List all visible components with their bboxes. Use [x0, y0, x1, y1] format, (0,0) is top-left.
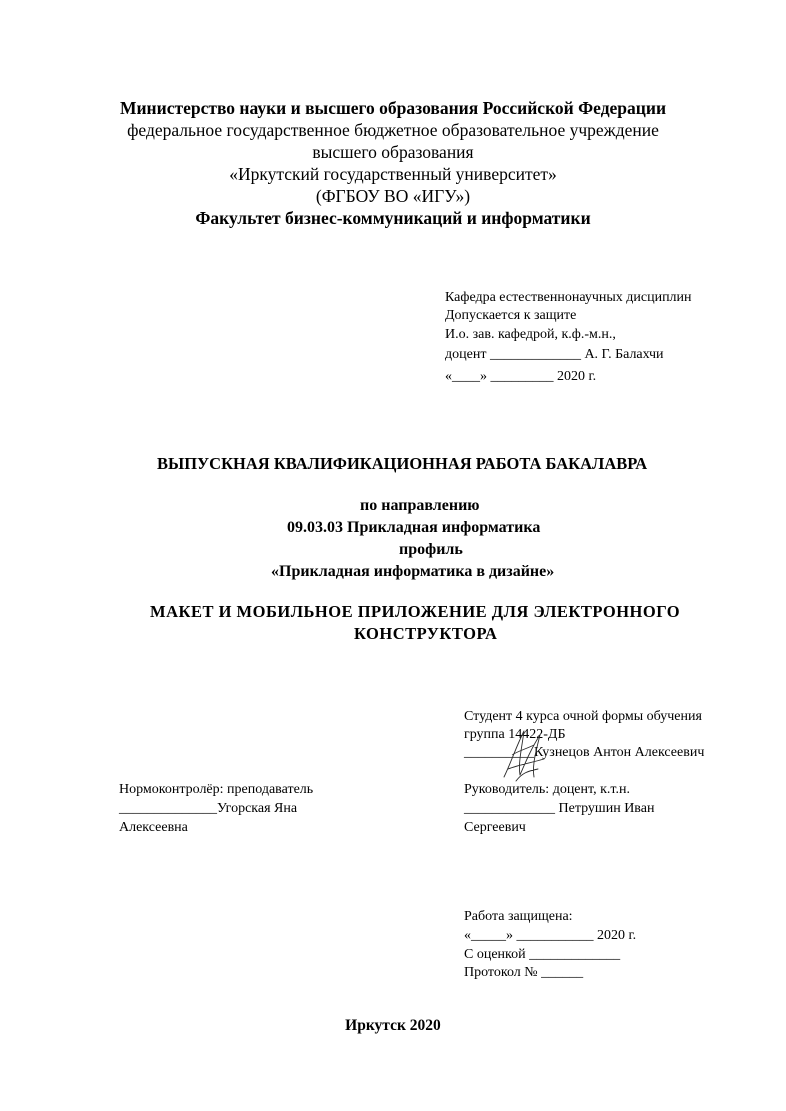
education-level-line: высшего образования — [312, 142, 474, 162]
profile-name: «Прикладная информатика в дизайне» — [271, 563, 555, 580]
institution-type-line: федеральное государственное бюджетное образовательное учреждение — [127, 120, 659, 140]
signature-mark — [498, 725, 550, 785]
student-name-line: __________Кузнецов Антон Алексеевич — [464, 745, 705, 760]
university-line: «Иркутский государственный университет» — [229, 164, 557, 184]
topic-line-2: КОНСТРУКТОРА — [354, 624, 498, 643]
supervisor-name-line: _____________ Петрушин Иван — [464, 801, 655, 816]
supervisor-patronymic-line: Сергеевич — [464, 820, 526, 835]
approval-date-line: «____» _________ 2020 г. — [445, 369, 597, 384]
acting-head-line: И.о. зав. кафедрой, к.ф.-м.н., — [445, 327, 616, 342]
normocontroller-role-line: Нормоконтролёр: преподаватель — [119, 782, 314, 797]
department-line: Кафедра естественнонаучных дисциплин — [445, 290, 692, 305]
abbreviation-line: (ФГБОУ ВО «ИГУ») — [315, 186, 471, 206]
topic-line-1: МАКЕТ И МОБИЛЬНОЕ ПРИЛОЖЕНИЕ ДЛЯ ЭЛЕКТРОННОГО — [150, 602, 681, 621]
student-course-line: Студент 4 курса очной формы обучения — [464, 709, 702, 724]
admitted-line: Допускается к защите — [445, 308, 577, 323]
student-group-line: группа 14422-ДБ — [464, 727, 566, 742]
direction-label: по направлению — [360, 497, 480, 514]
defense-status-line: Работа защищена: — [464, 909, 573, 924]
direction-code: 09.03.03 Прикладная информатика — [287, 519, 541, 536]
defense-date-line: «_____» ___________ 2020 г. — [464, 928, 637, 943]
work-title: ВЫПУСКНАЯ КВАЛИФИКАЦИОННАЯ РАБОТА БАКАЛАВРА — [157, 454, 648, 473]
docent-line: доцент _____________ А. Г. Балахчи — [445, 347, 664, 362]
faculty-line: Факультет бизнес-коммуникаций и информатики — [195, 208, 591, 228]
normocontroller-name-line: ______________Угорская Яна — [119, 801, 298, 816]
supervisor-role-line: Руководитель: доцент, к.т.н. — [464, 782, 630, 797]
normocontroller-patronymic-line: Алексеевна — [119, 820, 188, 835]
profile-label: профиль — [399, 541, 463, 558]
defense-protocol-line: Протокол № ______ — [464, 965, 584, 980]
defense-grade-line: С оценкой _____________ — [464, 947, 621, 962]
city-year: Иркутск 2020 — [345, 1017, 441, 1034]
ministry-line: Министерство науки и высшего образования Российской Федерации — [119, 98, 667, 118]
